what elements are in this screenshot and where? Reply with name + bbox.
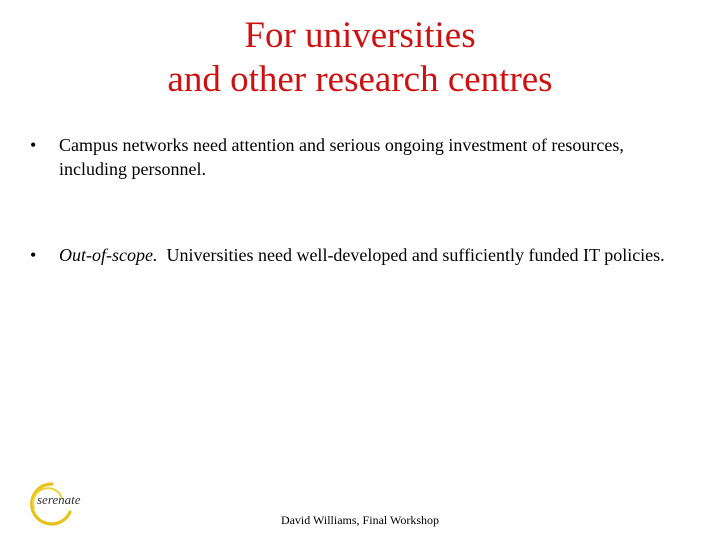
serenate-logo-icon <box>22 478 94 526</box>
bullet-text <box>59 243 690 267</box>
bullet-marker: • <box>30 245 37 265</box>
bullet-body: Universities need well-developed and sufficiently funded IT policies. <box>157 245 665 265</box>
bullet-item-1 <box>30 133 690 181</box>
title-line-2: and other research centres <box>167 59 553 100</box>
slide-title <box>0 14 720 102</box>
logo-text: serenate <box>37 492 81 507</box>
title-line-1: For universities <box>244 15 476 56</box>
bullet-emphasis: Out-of-scope. <box>59 245 158 265</box>
slide-footer: David Williams, Final Workshop <box>280 513 440 527</box>
bullet-marker: • <box>30 135 37 155</box>
bullet-item-2 <box>30 243 690 267</box>
bullet-text: Campus networks need attention and serious ongoing investment of resources, including personnel. <box>59 135 624 179</box>
